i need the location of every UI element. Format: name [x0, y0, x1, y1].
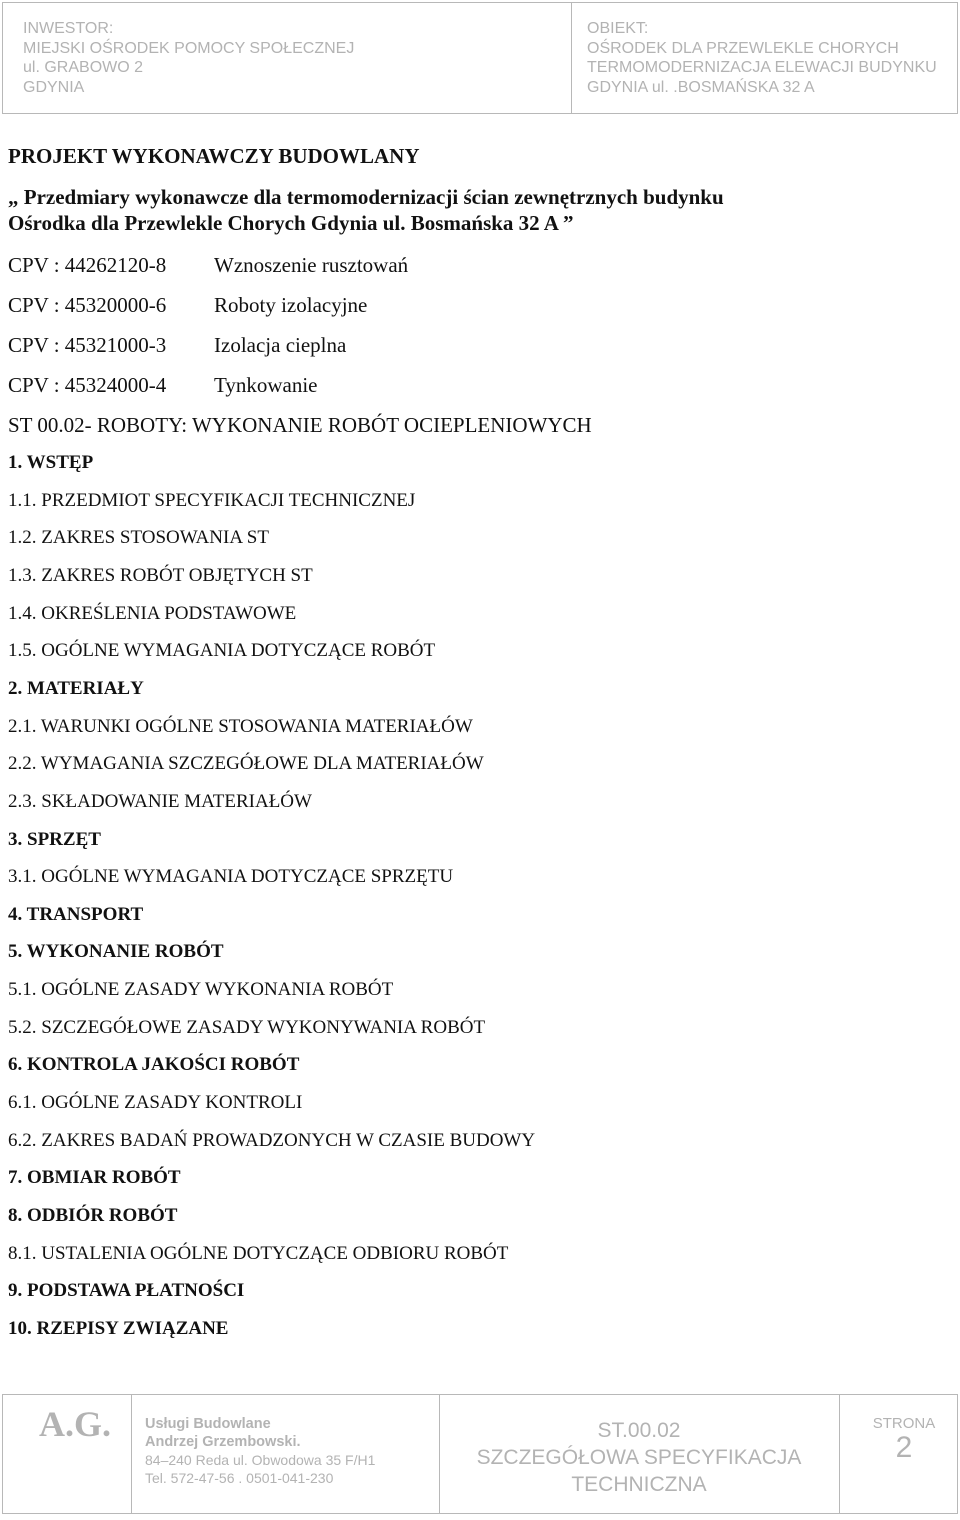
investor-line: GDYNIA — [23, 78, 85, 96]
toc-subsection-item: 3.1. OGÓLNE WYMAGANIA DOTYCZĄCE SPRZĘTU — [8, 866, 454, 888]
toc-section-heading: 4. TRANSPORT — [8, 903, 144, 925]
investor-line: ul. GRABOWO 2 — [23, 59, 144, 76]
company-phone: Tel. 572-47-56 . 0501-041-230 — [145, 1470, 334, 1486]
header-box — [2, 2, 958, 114]
cpv-desc: Roboty izolacyjne — [214, 293, 368, 317]
toc-section-heading: 9. PODSTAWA PŁATNOŚCI — [8, 1280, 245, 1302]
cpv-row — [8, 373, 318, 398]
cpv-desc: Wznoszenie rusztowań — [214, 253, 409, 277]
investor-line: MIEJSKI OŚRODEK POMOCY SPOŁECZNEJ — [23, 39, 355, 57]
document-title: PROJEKT WYKONAWCZY BUDOWLANY — [8, 144, 420, 168]
cpv-code: CPV : 45320000-6 — [8, 293, 167, 317]
toc-subsection-item: 1.4. OKREŚLENIA PODSTAWOWE — [8, 602, 297, 624]
toc-subsection-item: 1.2. ZAKRES STOSOWANIA ST — [8, 527, 269, 549]
st-section-title: ST 00.02- ROBOTY: WYKONANIE ROBÓT OCIEPLENIOWYCH — [8, 413, 592, 437]
toc-subsection-item: 5.2. SZCZEGÓŁOWE ZASADY WYKONYWANIA ROBÓT — [8, 1016, 486, 1038]
page-number: 2 — [895, 1431, 913, 1464]
company-info — [145, 1415, 375, 1487]
company-line: Usługi Budowlane — [145, 1416, 271, 1432]
toc-subsection-item: 5.1. OGÓLNE ZASADY WYKONANIA ROBÓT — [8, 979, 394, 1001]
object-line: OŚRODEK DLA PRZEWLEKLE CHORYCH — [587, 39, 899, 57]
doc-code: ST.00.02 — [597, 1419, 681, 1442]
document-info — [443, 1417, 835, 1498]
cpv-desc: Tynkowanie — [214, 373, 318, 397]
toc-subsection-item: 8.1. USTALENIA OGÓLNE DOTYCZĄCE ODBIORU ROBÓT — [8, 1242, 509, 1264]
doc-name: TECHNICZNA — [571, 1473, 707, 1496]
object-line: GDYNIA ul. .BOSMAŃSKA 32 A — [587, 78, 815, 96]
cpv-row — [8, 253, 408, 278]
header-divider — [571, 3, 572, 113]
company-address: 84–240 Reda ul. Obwodowa 35 F/H1 — [145, 1452, 376, 1468]
toc-subsection-item: 1.5. OGÓLNE WYMAGANIA DOTYCZĄCE ROBÓT — [8, 640, 436, 662]
cpv-code: CPV : 45321000-3 — [8, 333, 167, 357]
company-logo: A.G. — [39, 1404, 111, 1444]
toc-subsection-item: 6.1. OGÓLNE ZASADY KONTROLI — [8, 1092, 303, 1114]
toc-section-heading: 2. MATERIAŁY — [8, 677, 144, 699]
toc-section-heading: 6. KONTROLA JAKOŚCI ROBÓT — [8, 1054, 300, 1076]
footer-box — [2, 1394, 958, 1514]
page-label: STRONA — [872, 1415, 936, 1432]
cpv-row — [8, 333, 346, 358]
investor-label: INWESTOR: — [23, 20, 114, 37]
object-block — [587, 19, 937, 97]
toc-subsection-item: 2.2. WYMAGANIA SZCZEGÓŁOWE DLA MATERIAŁÓW — [8, 753, 484, 775]
toc-subsection-item: 2.3. SKŁADOWANIE MATERIAŁÓW — [8, 790, 312, 812]
toc-subsection-item: 2.1. WARUNKI OGÓLNE STOSOWANIA MATERIAŁÓW — [8, 715, 473, 737]
cpv-code: CPV : 45324000-4 — [8, 373, 167, 397]
document-subtitle — [8, 184, 724, 236]
cpv-desc: Izolacja cieplna — [214, 333, 347, 357]
doc-name: SZCZEGÓŁOWA SPECYFIKACJA — [476, 1446, 802, 1469]
footer-divider — [839, 1395, 840, 1513]
toc-section-heading: 8. ODBIÓR ROBÓT — [8, 1205, 178, 1226]
toc-section-heading: 7. OBMIAR ROBÓT — [8, 1167, 181, 1189]
toc-section-heading: 3. SPRZĘT — [8, 828, 101, 850]
subtitle-line: Ośrodka dla Przewlekle Chorych Gdynia ul. Bosmańska 32 A ” — [8, 211, 574, 235]
subtitle-line: „ Przedmiary wykonawcze dla termomodernizacji ścian zewnętrznych budynku — [8, 185, 724, 209]
toc-section-heading: 10. RZEPISY ZWIĄZANE — [8, 1317, 229, 1339]
company-line: Andrzej Grzembowski. — [145, 1434, 301, 1450]
object-line: TERMOMODERNIZACJA ELEWACJI BUDYNKU — [587, 59, 937, 76]
footer-divider — [439, 1395, 440, 1513]
toc-subsection-item: 1.1. PRZEDMIOT SPECYFIKACJI TECHNICZNEJ — [8, 489, 416, 511]
cpv-code: CPV : 44262120-8 — [8, 253, 167, 277]
toc-subsection-item: 1.3. ZAKRES ROBÓT OBJĘTYCH ST — [8, 564, 313, 586]
toc-section-heading: 5. WYKONANIE ROBÓT — [8, 941, 224, 963]
toc-section-heading: 1. WSTĘP — [8, 452, 94, 473]
toc-subsection-item: 6.2. ZAKRES BADAŃ PROWADZONYCH W CZASIE BUDOWY — [8, 1129, 536, 1151]
investor-block — [23, 19, 354, 97]
cpv-row — [8, 293, 367, 318]
footer-divider — [131, 1395, 132, 1513]
object-label: OBIEKT: — [587, 20, 649, 37]
